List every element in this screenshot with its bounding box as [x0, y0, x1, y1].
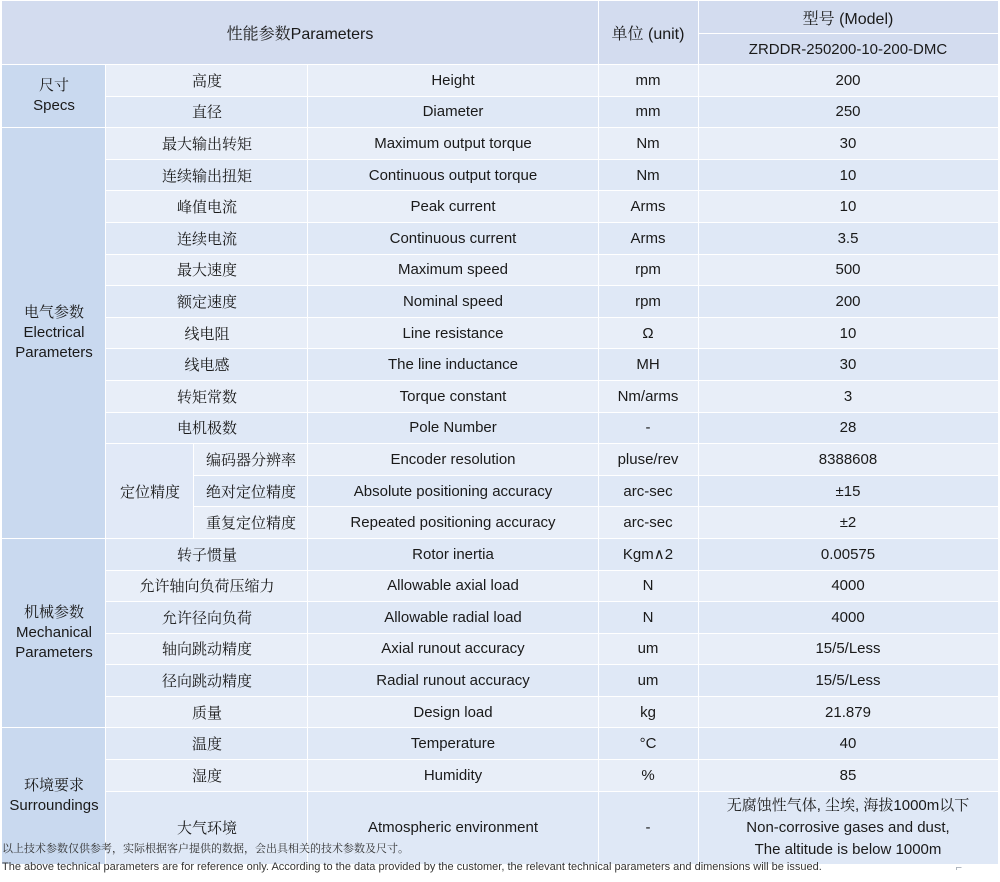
- param-unit: pluse/rev: [598, 444, 698, 476]
- param-en: Continuous current: [308, 222, 598, 254]
- param-cn: 额定速度: [106, 286, 308, 318]
- param-unit: Arms: [598, 222, 698, 254]
- param-value: 3.5: [698, 222, 998, 254]
- param-value: 10: [698, 159, 998, 191]
- param-unit: N: [598, 602, 698, 634]
- table-row: [2, 633, 998, 665]
- param-unit: arc-sec: [598, 507, 698, 539]
- param-cn: 转子惯量: [106, 538, 308, 570]
- param-unit: %: [598, 760, 698, 792]
- param-value: 21.879: [698, 696, 998, 728]
- param-cn: 连续输出扭矩: [106, 159, 308, 191]
- table-row: [2, 222, 998, 254]
- param-cn: 重复定位精度: [194, 507, 308, 539]
- param-unit: Arms: [598, 191, 698, 223]
- param-value: 15/5/Less: [698, 633, 998, 665]
- param-en: Pole Number: [308, 412, 598, 444]
- param-cn: 转矩常数: [106, 380, 308, 412]
- table-row: [2, 286, 998, 318]
- header-parameters: 性能参数Parameters: [2, 1, 598, 65]
- group-label-specs-cn: 尺寸: [38, 76, 69, 94]
- param-cn: 线电感: [106, 349, 308, 381]
- param-cn: 最大速度: [106, 254, 308, 286]
- table-header-row: [2, 1, 998, 34]
- table-row: [2, 602, 998, 634]
- param-en: Axial runout accuracy: [308, 633, 598, 665]
- footnote-block: [2, 840, 822, 876]
- param-cn: 连续电流: [106, 222, 308, 254]
- table-row: [2, 760, 998, 792]
- table-row: [2, 128, 998, 160]
- param-cn: 轴向跳动精度: [106, 633, 308, 665]
- param-cn: 线电阻: [106, 317, 308, 349]
- param-cn: 电机极数: [106, 412, 308, 444]
- param-value: 15/5/Less: [698, 665, 998, 697]
- param-unit: um: [598, 633, 698, 665]
- param-value: 30: [698, 128, 998, 160]
- param-value: 4000: [698, 570, 998, 602]
- param-value: ±2: [698, 507, 998, 539]
- table-row: [2, 665, 998, 697]
- param-value: 28: [698, 412, 998, 444]
- param-en: Allowable radial load: [308, 602, 598, 634]
- param-value: 10: [698, 191, 998, 223]
- param-unit: Nm/arms: [598, 380, 698, 412]
- param-en: Design load: [308, 696, 598, 728]
- param-unit: mm: [598, 65, 698, 97]
- table-row: [2, 380, 998, 412]
- table-row: [2, 96, 998, 128]
- table-row: [2, 254, 998, 286]
- group-label-electrical: [2, 128, 106, 539]
- group-label-surroundings-en: Surroundings: [9, 797, 99, 815]
- param-en: Line resistance: [308, 317, 598, 349]
- param-cn: 湿度: [106, 760, 308, 792]
- param-value: 200: [698, 65, 998, 97]
- group-label-specs-en: Specs: [33, 97, 75, 115]
- table-row: [2, 191, 998, 223]
- param-value: 500: [698, 254, 998, 286]
- param-en: Peak current: [308, 191, 598, 223]
- param-en: Temperature: [308, 728, 598, 760]
- specification-table: [1, 0, 998, 865]
- param-value: 40: [698, 728, 998, 760]
- param-cn: 径向跳动精度: [106, 665, 308, 697]
- param-en: Nominal speed: [308, 286, 598, 318]
- atmosphere-line-3: The altitude is below 1000m: [754, 840, 942, 858]
- param-unit: -: [598, 412, 698, 444]
- param-unit: arc-sec: [598, 475, 698, 507]
- param-en: Maximum speed: [308, 254, 598, 286]
- table-row: [2, 538, 998, 570]
- param-value: 200: [698, 286, 998, 318]
- param-value: 30: [698, 349, 998, 381]
- param-value: 0.00575: [698, 538, 998, 570]
- param-cn: 绝对定位精度: [194, 475, 308, 507]
- param-en: Diameter: [308, 96, 598, 128]
- param-en: Maximum output torque: [308, 128, 598, 160]
- group-label-electrical-en: Electrical Parameters: [15, 323, 93, 362]
- param-value: 85: [698, 760, 998, 792]
- param-cn: 允许轴向负荷压缩力: [106, 570, 308, 602]
- param-en: Radial runout accuracy: [308, 665, 598, 697]
- param-unit: rpm: [598, 254, 698, 286]
- param-cn: 大气环境: [106, 791, 308, 864]
- param-cn: 允许径向负荷: [106, 602, 308, 634]
- header-model-value: ZRDDR-250200-10-200-DMC: [698, 34, 998, 65]
- subgroup-label-positioning-accuracy: 定位精度: [106, 444, 194, 539]
- param-cn: 直径: [106, 96, 308, 128]
- table-row: [2, 444, 998, 476]
- footnote-en: The above technical parameters are for reference only. According to the data provided by the customer, the relevant technical parameters and dimensions will be issued.: [2, 860, 822, 873]
- param-en: Absolute positioning accuracy: [308, 475, 598, 507]
- table-row: [2, 412, 998, 444]
- header-model-label: 型号 (Model): [698, 1, 998, 34]
- table-row: [2, 349, 998, 381]
- param-en: The line inductance: [308, 349, 598, 381]
- table-row: [2, 570, 998, 602]
- param-en: Rotor inertia: [308, 538, 598, 570]
- param-unit: N: [598, 570, 698, 602]
- group-label-electrical-cn: 电气参数: [23, 303, 84, 321]
- param-en: Continuous output torque: [308, 159, 598, 191]
- param-unit: kg: [598, 696, 698, 728]
- atmosphere-line-1: 无腐蚀性气体, 尘埃, 海拔1000m以下: [726, 797, 970, 815]
- param-unit: um: [598, 665, 698, 697]
- param-value: 250: [698, 96, 998, 128]
- table-row: [2, 696, 998, 728]
- group-label-mechanical-en: Mechanical Parameters: [15, 624, 93, 662]
- table-row: [2, 728, 998, 760]
- param-unit: rpm: [598, 286, 698, 318]
- header-unit: 单位 (unit): [598, 1, 698, 65]
- param-en: Torque constant: [308, 380, 598, 412]
- footnote-cn: 以上技术参数仅供参考，实际根据客户提供的数据，会出具相关的技术参数及尺寸。: [2, 842, 409, 855]
- param-cn: 温度: [106, 728, 308, 760]
- group-label-surroundings-cn: 环境要求: [23, 776, 84, 794]
- param-en: Humidity: [308, 760, 598, 792]
- param-cn: 质量: [106, 696, 308, 728]
- param-cn: 峰值电流: [106, 191, 308, 223]
- param-en: Allowable axial load: [308, 570, 598, 602]
- param-cn: 编码器分辨率: [194, 444, 308, 476]
- param-unit: mm: [598, 96, 698, 128]
- group-label-specs: [2, 65, 106, 128]
- param-unit: MH: [598, 349, 698, 381]
- param-unit: Nm: [598, 159, 698, 191]
- param-value: ±15: [698, 475, 998, 507]
- group-label-mechanical: [2, 538, 106, 728]
- param-value: 4000: [698, 602, 998, 634]
- param-value: 3: [698, 380, 998, 412]
- param-unit: °C: [598, 728, 698, 760]
- param-unit: -: [598, 791, 698, 864]
- param-unit: Kgm∧2: [598, 538, 698, 570]
- param-value: 10: [698, 317, 998, 349]
- corner-mark-icon: ⌐: [955, 862, 962, 874]
- param-en: Encoder resolution: [308, 444, 598, 476]
- param-en: Height: [308, 65, 598, 97]
- table-row: [2, 65, 998, 97]
- group-label-mechanical-cn: 机械参数: [23, 603, 84, 621]
- param-en: Repeated positioning accuracy: [308, 507, 598, 539]
- table-row: [2, 159, 998, 191]
- atmosphere-line-2: Non-corrosive gases and dust,: [746, 818, 950, 836]
- param-cn: 最大输出转矩: [106, 128, 308, 160]
- param-cn: 高度: [106, 65, 308, 97]
- param-unit: Nm: [598, 128, 698, 160]
- table-row: [2, 317, 998, 349]
- param-unit: Ω: [598, 317, 698, 349]
- param-en: Atmospheric environment: [308, 791, 598, 864]
- param-value: 8388608: [698, 444, 998, 476]
